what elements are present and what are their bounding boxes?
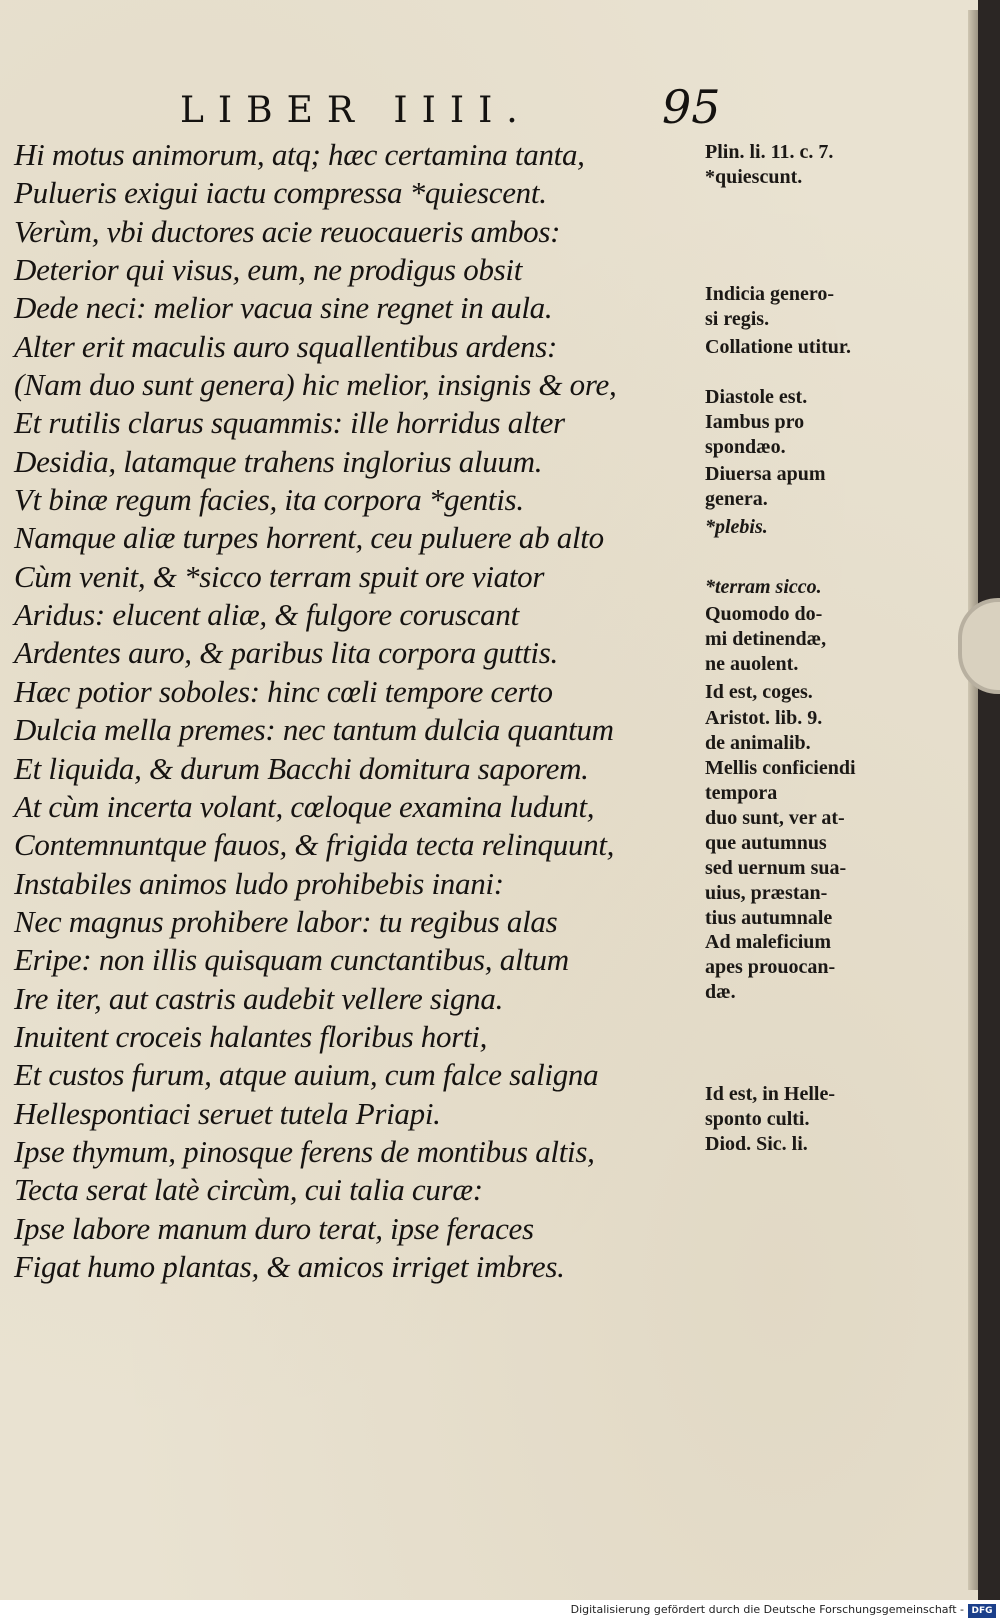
verse-line: Aridus: elucent aliæ, & fulgore coruscant [14, 597, 519, 633]
margin-note-indicia: Indicia genero- si regis. [705, 283, 835, 330]
verse-line: Cùm venit, & *sicco terram spuit ore viator [14, 558, 545, 594]
verse-line: Hi motus animorum, atq; hæc certamina tanta, [14, 137, 585, 172]
verse-line: Eripe: non illis quisquam cunctantibus, altum [14, 942, 569, 978]
verse-line: Inuitent croceis halantes floribus horti, [14, 1018, 488, 1054]
margin-note-diuersa: Diuersa apum genera. [705, 463, 826, 510]
margin-note-mellis: Mellis conficiendi tempora duo sunt, ver at- que autumnus sed uernum sua- uius, præstan- tius autumnale [705, 757, 856, 929]
verse-line: Instabiles animos ludo prohibebis inani: [14, 865, 504, 901]
funding-credit: Digitalisierung gefördert durch die Deutsche Forschungsgemeinschaft - [570, 1603, 964, 1616]
margin-note-plebis: *plebis. [705, 516, 768, 538]
verse-line: Vt binæ regum facies, ita corpora *gentis. [14, 482, 524, 518]
verse-line: Ardentes auro, & paribus lita corpora guttis. [14, 635, 558, 671]
margin-notes [705, 140, 885, 1200]
margin-note-idesthelle: Id est, in Helle- sponto culti. Diod. Sic. li. [705, 1083, 835, 1155]
page-number: 95 [662, 80, 721, 134]
verse-line: Hellespontiaci seruet tutela Priapi. [14, 1095, 441, 1131]
verse-line: Tecta serat latè circùm, cui talia curæ: [14, 1172, 483, 1208]
verse-line: Et custos furum, atque auium, cum falce saligna [14, 1057, 599, 1093]
verse-line: Nec magnus prohibere labor: tu regibus alas [14, 903, 558, 939]
margin-note-aristot: Aristot. lib. 9. de animalib. [705, 707, 823, 754]
verse-line: Dulcia mella premes: nec tantum dulcia quantum [14, 712, 614, 748]
verse-line: At cùm incerta volant, cœloque examina ludunt, [14, 788, 595, 824]
dfg-logo: DFG [968, 1604, 996, 1618]
page-edge [968, 10, 978, 1590]
verse-line: Deterior qui visus, eum, ne prodigus obsit [14, 252, 523, 288]
margin-note-terram: *terram sicco. [705, 576, 822, 598]
verse-line: (Nam duo sunt genera) hic melior, insignis & ore, [14, 367, 617, 403]
verse-line: Verùm, vbi ductores acie reuocaueris ambos: [14, 213, 561, 249]
running-title: LIBER IIII. [180, 90, 532, 131]
verse-line: Et liquida, & durum Bacchi domitura saporem. [14, 750, 589, 786]
margin-note-collatione: Collatione utitur. [705, 336, 851, 358]
verse-line: Ire iter, aut castris audebit vellere signa. [14, 980, 504, 1016]
verse-line: Dede neci: melior vacua sine regnet in aula. [14, 290, 553, 326]
margin-note-plin: Plin. li. 11. c. 7. *quiescunt. [705, 141, 834, 188]
verse-line: Et rutilis clarus squammis: ille horridus alter [14, 405, 565, 441]
margin-note-quomodo: Quomodo do- mi detinendæ, ne auolent. [705, 603, 827, 675]
verse-line: Namque aliæ turpes horrent, ceu puluere ab alto [14, 520, 604, 556]
verse-line: Pulueris exigui iactu compressa *quiescent. [14, 175, 547, 211]
margin-note-idest: Id est, coges. [705, 681, 813, 703]
margin-note-admaleficium: Ad maleficium apes prouocan- dæ. [705, 931, 836, 1003]
verse-line: Figat humo plantas, & amicos irriget imbres. [14, 1248, 565, 1284]
verse-line: Alter erit maculis auro squallentibus ardens: [14, 328, 558, 364]
verse-line: Contemnuntque fauos, & frigida tecta relinquunt, [14, 827, 615, 863]
margin-note-diastole: Diastole est. Iambus pro spondæo. [705, 386, 808, 458]
verse-line: Hæc potior soboles: hinc cœli tempore certo [14, 673, 553, 709]
verse-text [14, 136, 699, 1286]
page-header [150, 80, 721, 140]
verse-line: Ipse labore manum duro terat, ipse feraces [14, 1210, 534, 1246]
verse-line: Ipse thymum, pinosque ferens de montibus altis, [14, 1133, 595, 1169]
verse-line: Desidia, latamque trahens inglorius aluum. [14, 443, 543, 479]
footer [0, 1600, 1000, 1622]
